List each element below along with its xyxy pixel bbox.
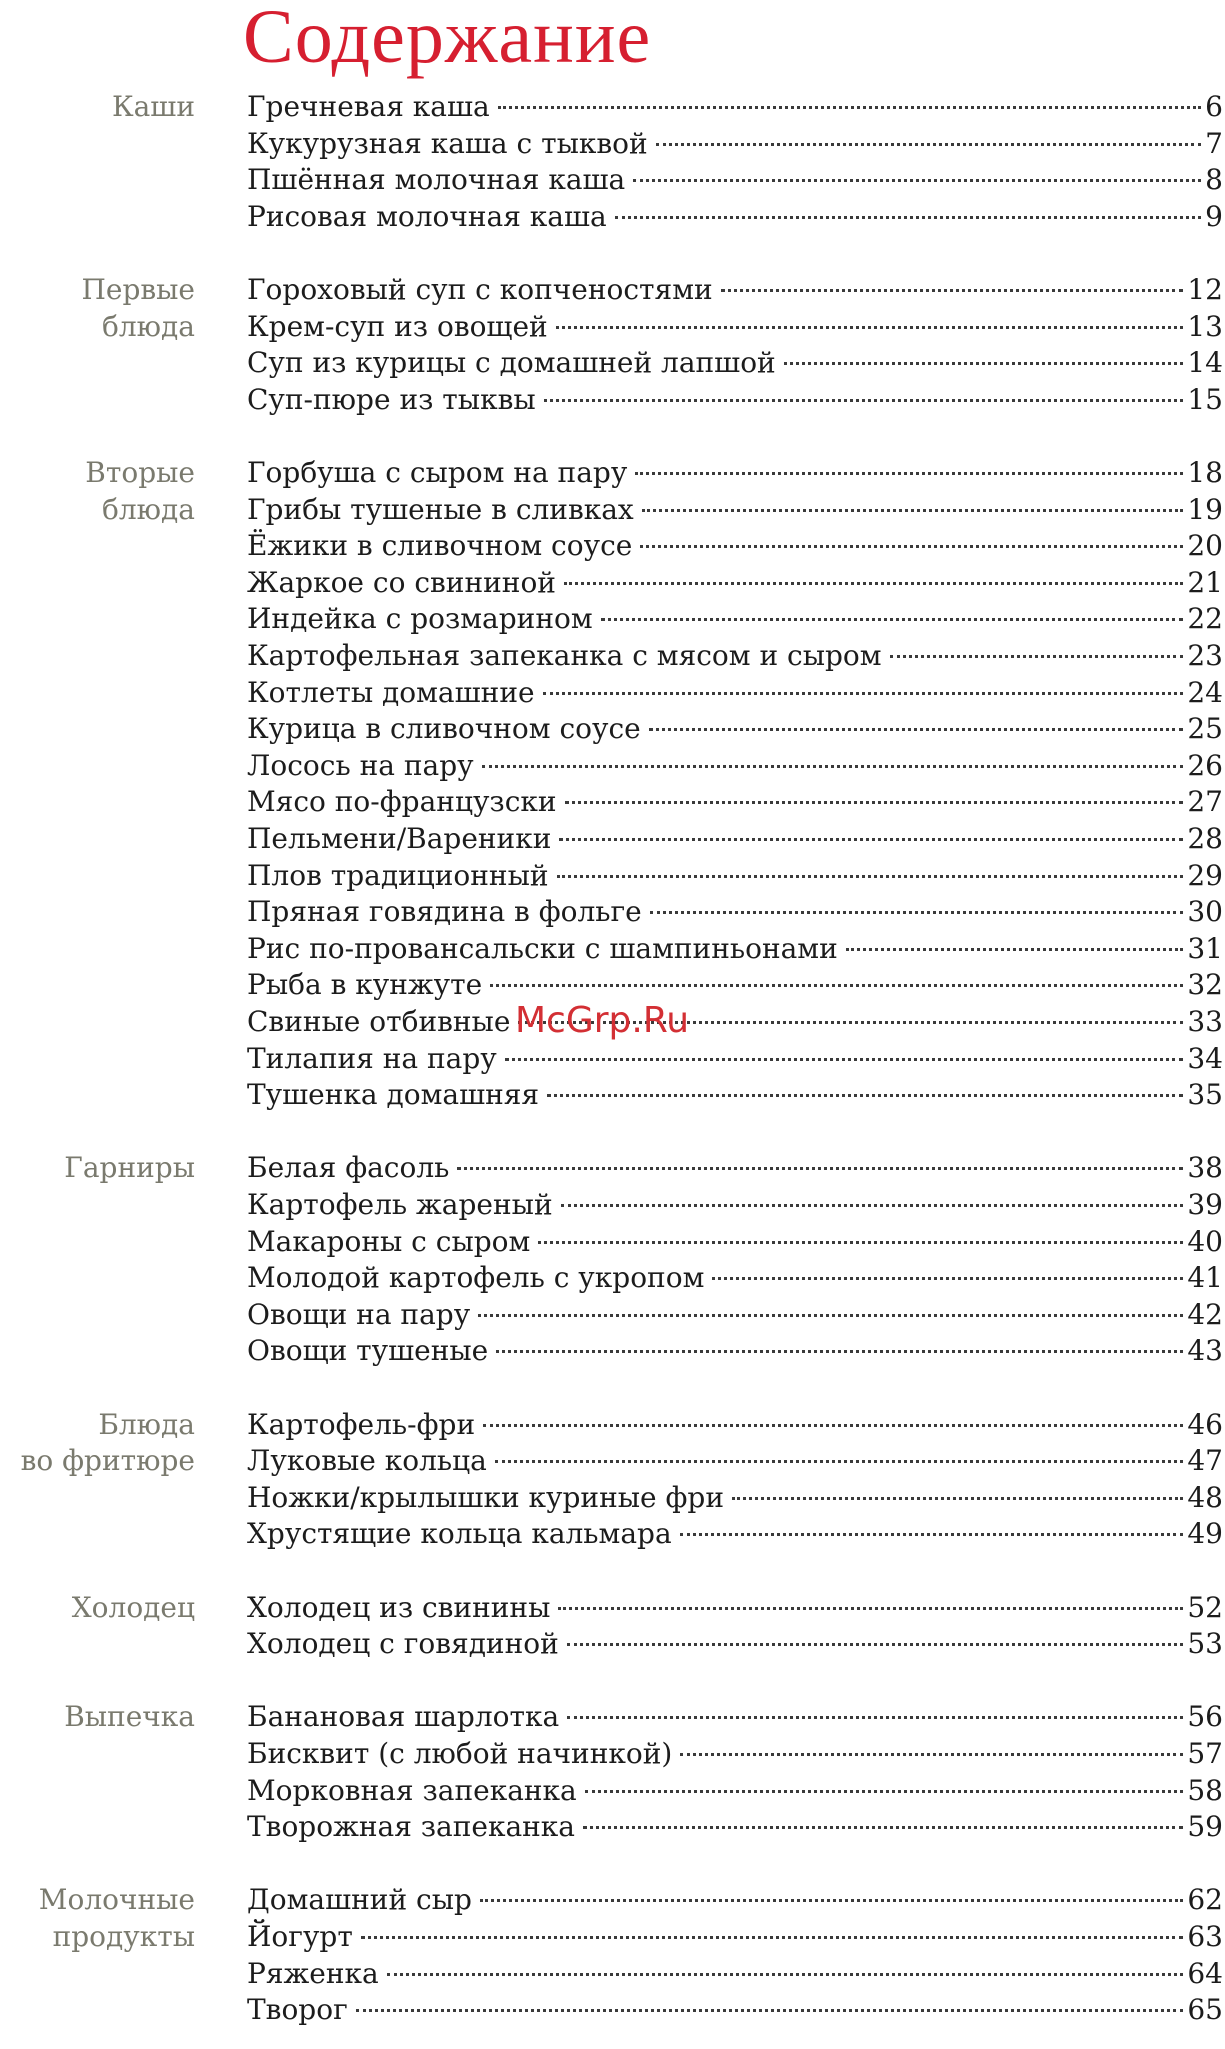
page-number: 59 [1187,1810,1223,1844]
page-number: 18 [1187,456,1223,489]
entry-title: Курица в сливочном соусе [247,712,641,746]
page-number: 38 [1187,1151,1223,1185]
dot-leader [559,838,1183,841]
dot-leader [558,1607,1183,1610]
dot-leader [482,765,1184,768]
page-number: 28 [1187,821,1223,855]
entry-title: Жаркое со свининой [247,565,556,599]
toc-entry[interactable] [247,1004,1223,1041]
page-number: 23 [1187,638,1223,672]
entry-title: Горбуша с сыром на пару [247,456,628,489]
entry-title: Пельмени/Вареники [247,821,552,855]
page-number: 6 [1205,90,1223,123]
entry-title: Тушенка домашняя [247,1078,540,1112]
toc-entry[interactable] [247,858,1223,895]
page-number: 8 [1205,163,1223,197]
toc-entry[interactable] [247,1919,1223,1956]
entry-title: Домашний сыр [247,1883,472,1917]
entry-title: Плов традиционный [247,858,549,892]
page-number: 33 [1187,1004,1223,1038]
page-number: 26 [1187,748,1223,782]
toc-entry[interactable] [247,1077,1223,1114]
dot-leader [732,1497,1183,1500]
page-number: 49 [1187,1517,1223,1551]
page-number: 43 [1187,1334,1223,1368]
dot-leader [680,1753,1183,1756]
toc-entry[interactable] [247,675,1223,712]
dot-leader [890,655,1184,658]
dot-leader [490,984,1183,987]
entry-title: Ножки/крылышки куриные фри [247,1480,724,1514]
toc-entry[interactable] [247,1407,1223,1444]
dot-leader [615,216,1201,219]
toc-entry[interactable] [247,1736,1223,1773]
toc-entry[interactable] [247,1992,1223,2029]
dot-leader [483,1424,1183,1427]
dot-leader [649,728,1184,731]
section-entries [247,455,1223,1114]
section-label: Холодец [71,1590,195,1624]
dot-leader [556,326,1184,329]
toc-entry[interactable] [247,1699,1223,1736]
watermark: McGrp.Ru [515,1000,690,1041]
toc-entry[interactable] [247,821,1223,858]
toc-entry[interactable] [247,1590,1223,1627]
section-entries [247,89,1223,235]
entry-title: Молодой картофель с укропом [247,1261,705,1295]
toc-entry[interactable] [247,345,1223,382]
entry-title: Грибы тушеные в сливках [247,492,634,526]
toc-entry[interactable] [247,272,1223,309]
toc-entry[interactable] [247,1516,1223,1553]
dot-leader [496,1350,1183,1353]
toc-entry[interactable] [247,309,1223,346]
dot-leader [567,1643,1184,1646]
dot-leader [680,1533,1184,1536]
toc-entry[interactable] [247,1480,1223,1517]
dot-leader [505,1058,1184,1061]
page-number: 19 [1187,492,1223,526]
toc-entry[interactable] [247,748,1223,785]
page-number: 46 [1187,1407,1223,1441]
page-number: 53 [1187,1627,1223,1661]
dot-leader [601,618,1184,621]
dot-leader [712,1277,1183,1280]
dot-leader [650,911,1184,914]
entry-title: Картофель-фри [247,1407,476,1441]
section-label: Молочные продукты [38,1883,195,1953]
entry-title: Суп-пюре из тыквы [247,382,536,416]
entry-title: Овощи на пару [247,1297,471,1331]
section-label: Выпечка [64,1700,195,1734]
page-number: 14 [1187,346,1223,380]
entry-title: Мясо по-французски [247,785,557,819]
entry-title: Белая фасоль [247,1151,450,1185]
entry-title: Картофельная запеканка с мясом и сыром [247,638,882,672]
dot-leader [361,1936,1184,1939]
section-label: Каши [111,90,195,123]
section-entries [247,1882,1223,2028]
page-number: 63 [1187,1919,1223,1953]
page-number: 24 [1187,675,1223,709]
entry-title: Пряная говядина в фольге [247,895,642,929]
dot-leader [495,1460,1184,1463]
page-number: 65 [1187,1993,1223,2027]
toc-entry[interactable] [247,1882,1223,1919]
entry-title: Лосось на пару [247,748,474,782]
dot-leader [583,1826,1183,1829]
entry-title: Рыба в кунжуте [247,968,483,1002]
toc-entry[interactable] [247,1260,1223,1297]
page-number: 22 [1187,602,1223,636]
toc-entry[interactable] [247,492,1223,529]
page-number: 30 [1187,895,1223,929]
entry-title: Макароны с сыром [247,1224,531,1258]
dot-leader [564,582,1183,585]
entry-title: Рис по-провансальски с шампиньонами [247,931,838,965]
dot-leader [721,289,1184,292]
page-number: 56 [1187,1700,1223,1734]
toc-entry[interactable] [247,382,1223,419]
toc-entry[interactable] [247,1150,1223,1187]
entry-title: Рисовая молочная каша [247,199,607,233]
dot-leader [543,692,1184,695]
toc-entry[interactable] [247,1041,1223,1078]
dot-leader [585,1790,1184,1793]
dot-leader [642,509,1184,512]
entry-title: Пшённая молочная каша [247,163,626,197]
section-entries [247,272,1223,418]
page-number: 7 [1205,126,1223,160]
toc-entry[interactable] [247,1626,1223,1663]
entry-title: Суп из курицы с домашней лапшой [247,346,776,380]
entry-title: Индейка с розмарином [247,602,593,636]
toc-entry[interactable] [247,126,1223,163]
dot-leader [457,1167,1183,1170]
dot-leader [635,472,1183,475]
toc-entry[interactable] [247,784,1223,821]
page-number: 48 [1187,1480,1223,1514]
toc-entry[interactable] [247,1297,1223,1334]
entry-title: Картофель жареный [247,1187,553,1221]
toc-entry[interactable] [247,1333,1223,1370]
page-title: Содержание [243,0,652,79]
entry-title: Свиные отбивные [247,1004,511,1038]
entry-title: Творог [247,1993,348,2027]
page-number: 31 [1187,931,1223,965]
toc-entry[interactable] [247,565,1223,602]
entry-title: Холодец из свинины [247,1590,551,1624]
dot-leader [565,801,1184,804]
dot-leader [561,1204,1184,1207]
page-number: 15 [1187,382,1223,416]
page-number: 39 [1187,1187,1223,1221]
toc-entry[interactable] [247,1187,1223,1224]
page-number: 35 [1187,1078,1223,1112]
entry-title: Овощи тушеные [247,1334,489,1368]
toc-entry[interactable] [247,1809,1223,1846]
dot-leader [846,948,1184,951]
section-entries [247,1699,1223,1845]
entry-title: Бисквит (с любой начинкой) [247,1736,673,1770]
section-entries [247,1590,1223,1663]
dot-leader [784,362,1184,365]
page-number: 21 [1187,565,1223,599]
entry-title: Холодец с говядиной [247,1627,559,1661]
dot-leader [498,106,1201,109]
entry-title: Крем-суп из овощей [247,309,548,343]
toc-entry[interactable] [247,894,1223,931]
toc-entry[interactable] [247,455,1223,492]
dot-leader [356,2009,1184,2012]
toc-entry[interactable] [247,1224,1223,1261]
toc-entry[interactable] [247,967,1223,1004]
entry-title: Ряженка [247,1956,379,1990]
toc-entry[interactable] [247,601,1223,638]
page-number: 64 [1187,1956,1223,1990]
page-number: 25 [1187,712,1223,746]
page-number: 27 [1187,785,1223,819]
dot-leader [633,179,1201,182]
dot-leader [640,545,1183,548]
page-number: 13 [1187,309,1223,343]
page-number: 9 [1205,199,1223,233]
dot-leader [656,143,1202,146]
dot-leader [547,1094,1183,1097]
entry-title: Творожная запеканка [247,1810,576,1844]
page-number: 58 [1187,1773,1223,1807]
page-number: 47 [1187,1444,1223,1478]
section-label: Гарниры [64,1151,195,1185]
dot-leader [478,1314,1183,1317]
dot-leader [567,1716,1183,1719]
page-number: 40 [1187,1224,1223,1258]
toc-entry[interactable] [247,711,1223,748]
section-label: Вторые блюда [85,456,195,526]
page-number: 32 [1187,968,1223,1002]
entry-title: Ёжики в сливочном соусе [247,529,633,563]
toc-entry[interactable] [247,638,1223,675]
entry-title: Гороховый суп с копченостями [247,273,713,306]
dot-leader [480,1899,1183,1902]
section-label: Первые блюда [81,273,195,343]
page-number: 34 [1187,1041,1223,1075]
toc-entry[interactable] [247,1773,1223,1810]
toc-entry[interactable] [247,931,1223,968]
page-number: 41 [1187,1261,1223,1295]
section-entries [247,1150,1223,1370]
dot-leader [387,1973,1184,1976]
dot-leader [557,875,1184,878]
entry-title: Морковная запеканка [247,1773,577,1807]
page-number: 42 [1187,1297,1223,1331]
entry-title: Котлеты домашние [247,675,535,709]
toc-entry[interactable] [247,1956,1223,1993]
entry-title: Банановая шарлотка [247,1700,560,1734]
page-number: 12 [1187,273,1223,306]
page-number: 29 [1187,858,1223,892]
entry-title: Луковые кольца [247,1444,487,1478]
page-number: 52 [1187,1590,1223,1624]
entry-title: Йогурт [247,1919,353,1953]
entry-title: Кукурузная каша с тыквой [247,126,648,160]
section-entries [247,1407,1223,1553]
toc-entry[interactable] [247,528,1223,565]
section-label: Блюда во фритюре [20,1407,195,1478]
page-number: 57 [1187,1736,1223,1770]
entry-title: Тилапия на пару [247,1041,497,1075]
page-number: 62 [1187,1883,1223,1917]
dot-leader [538,1241,1183,1244]
toc-entry[interactable] [247,199,1223,236]
dot-leader [544,399,1184,402]
toc-entry[interactable] [247,89,1223,126]
entry-title: Гречневая каша [247,90,490,123]
page-number: 20 [1187,529,1223,563]
toc-entry[interactable] [247,162,1223,199]
entry-title: Хрустящие кольца кальмара [247,1517,672,1551]
toc-entry[interactable] [247,1443,1223,1480]
